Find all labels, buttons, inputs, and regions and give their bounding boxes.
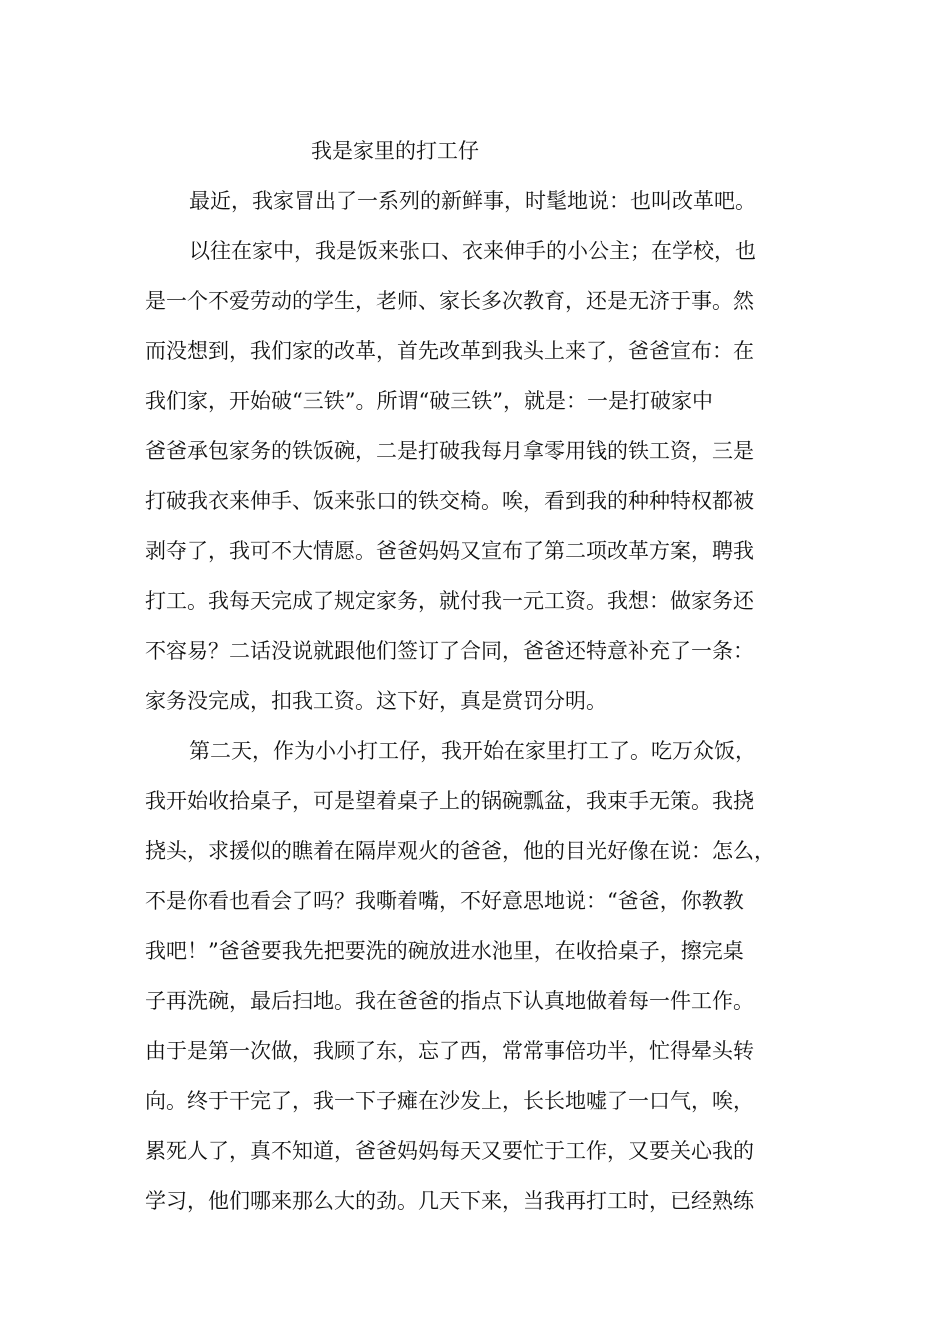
text-line: 学习，他们哪来那么大的劲。几天下来，当我再打工时，已经熟练 [145,1189,754,1213]
text-line: 最近，我家冒出了一系列的新鲜事，时髦地说：也叫改革吧。 [189,189,756,213]
text-line: 不容易？二话没说就跟他们签订了合同，爸爸还特意补充了一条： [145,639,754,663]
text-line: 打工。我每天完成了规定家务，就付我一元工资。我想：做家务还 [145,589,754,613]
text-line: 向。终于干完了，我一下子瘫在沙发上，长长地嘘了一口气，唉， [145,1089,754,1113]
text-line: 家务没完成，扣我工资。这下好，真是赏罚分明。 [145,689,607,713]
text-line: 打破我衣来伸手、饭来张口的铁交椅。唉，看到我的种种特权都被 [145,489,754,513]
text-line: 我们家，开始破“三铁”。所谓“破三铁”，就是：一是打破家中 [145,389,713,413]
text-line: 由于是第一次做，我顾了东，忘了西，常常事倍功半，忙得晕头转 [145,1039,754,1063]
text-line: 以往在家中，我是饭来张口、衣来伸手的小公主；在学校，也 [189,239,756,263]
text-line: 是一个不爱劳动的学生，老师、家长多次教育，还是无济于事。然 [145,289,754,313]
text-line: 不是你看也看会了吗？我嘶着嘴，不好意思地说：“爸爸，你教教 [145,889,744,913]
text-line: 累死人了，真不知道，爸爸妈妈每天又要忙于工作，又要关心我的 [145,1139,754,1163]
text-line: 我吧！”爸爸要我先把要洗的碗放进水池里，在收拾桌子，擦完桌 [145,939,744,963]
text-line: 第二天，作为小小打工仔，我开始在家里打工了。吃万众饭， [189,739,756,763]
text-line: 而没想到，我们家的改革，首先改革到我头上来了，爸爸宣布：在 [145,339,754,363]
text-line: 我开始收拾桌子，可是望着桌子上的锅碗瓢盆，我束手无策。我挠 [145,789,754,813]
text-line: 剥夺了，我可不大情愿。爸爸妈妈又宣布了第二项改革方案，聘我 [145,539,754,563]
document-title: 我是家里的打工仔 [311,139,479,163]
text-line: 子再洗碗，最后扫地。我在爸爸的指点下认真地做着每一件工作。 [145,989,754,1013]
text-line: 挠头，求援似的瞧着在隔岸观火的爸爸，他的目光好像在说：怎么， [145,839,775,863]
text-line: 爸爸承包家务的铁饭碗，二是打破我每月拿零用钱的铁工资，三是 [145,439,754,463]
